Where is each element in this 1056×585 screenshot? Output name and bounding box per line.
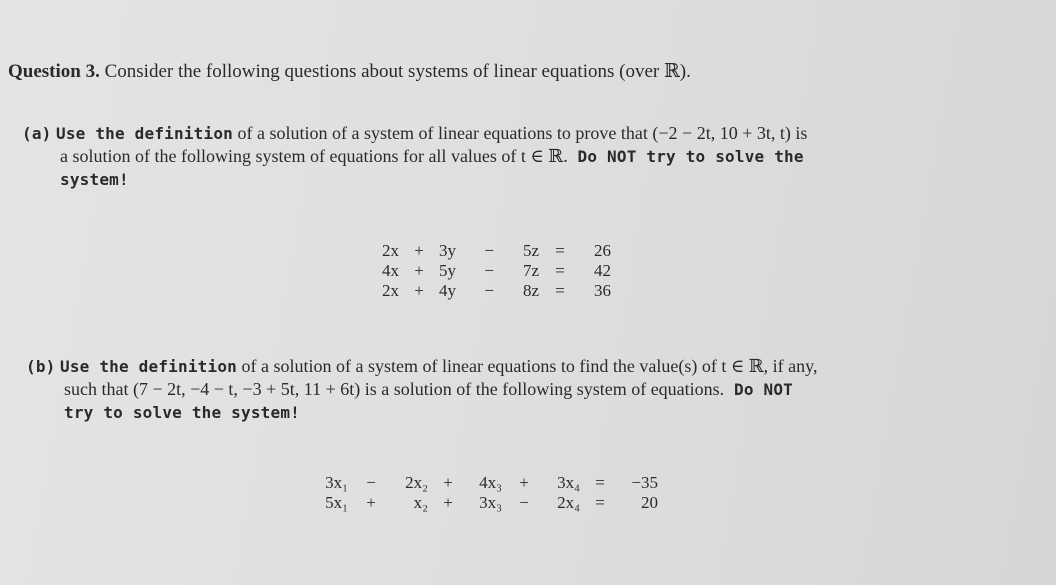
rhs-value: 26	[594, 241, 611, 260]
question-intro: Consider the following questions about systems of linear equations (over ℝ).	[104, 61, 691, 82]
system-b-row	[314, 473, 658, 493]
system-a-row	[375, 261, 611, 281]
term: 2x	[382, 281, 399, 300]
question-header	[8, 60, 691, 83]
term: 3y	[439, 241, 456, 260]
system-b-row	[314, 493, 658, 513]
part-b-line2-bold: Do NOT	[724, 380, 794, 399]
part-b-line2-text: such that (7 − 2t, −4 − t, −3 + 5t, 11 + 6t) is a solution of the following system of equations.	[64, 379, 725, 399]
part-b-line-3	[26, 401, 956, 424]
operator: +	[366, 493, 376, 512]
operator: −	[484, 241, 494, 260]
term: x₂	[413, 493, 428, 512]
part-a-marker: (a)	[22, 124, 52, 143]
question-label: Question 3.	[8, 61, 100, 82]
part-a-line1-rest: of a solution of a system of linear equations to prove that (−2 − 2t, 10 + 3t, t) is	[233, 123, 808, 143]
equals-sign: =	[555, 281, 565, 300]
part-b-line3-bold: try to solve the system!	[64, 403, 300, 422]
equals-sign: =	[595, 473, 605, 492]
term: 2x₂	[405, 473, 428, 492]
part-b	[26, 355, 956, 424]
part-a-line-1	[22, 122, 962, 145]
operator: +	[414, 281, 424, 300]
operator: +	[443, 493, 453, 512]
term: 3x₃	[479, 493, 502, 512]
part-a-line2-bold: Do NOT try to solve the	[567, 147, 804, 166]
part-a-line-2	[22, 145, 962, 168]
operator: +	[443, 473, 453, 492]
part-b-line-1	[26, 355, 956, 378]
equals-sign: =	[555, 261, 565, 280]
operator: +	[414, 241, 424, 260]
system-b	[314, 473, 658, 513]
system-a	[375, 241, 611, 301]
operator: −	[484, 281, 494, 300]
rhs-value: 20	[641, 493, 658, 512]
term: 4y	[439, 281, 456, 300]
part-b-marker: (b)	[26, 357, 56, 376]
system-a-row	[375, 241, 611, 261]
rhs-value: −35	[631, 473, 658, 492]
term: 5y	[439, 261, 456, 280]
system-a-row	[375, 281, 611, 301]
term: 5x₁	[325, 493, 348, 512]
operator: +	[519, 473, 529, 492]
term: 2x₄	[557, 493, 580, 512]
term: 4x	[382, 261, 399, 280]
operator: −	[366, 473, 376, 492]
rhs-value: 36	[594, 281, 611, 300]
rhs-value: 42	[594, 261, 611, 280]
term: 3x₁	[325, 473, 348, 492]
part-a-line3-bold: system!	[60, 170, 129, 189]
operator: +	[414, 261, 424, 280]
term: 3x₄	[557, 473, 580, 492]
part-a	[22, 122, 962, 191]
term: 2x	[382, 241, 399, 260]
part-a-line-3	[22, 168, 962, 191]
part-b-line-2	[26, 378, 956, 401]
term: 5z	[522, 241, 539, 260]
operator: −	[484, 261, 494, 280]
term: 7z	[522, 261, 539, 280]
part-b-bold-lead: Use the definition	[60, 357, 237, 376]
equals-sign: =	[555, 241, 565, 260]
part-a-bold-lead: Use the definition	[56, 124, 233, 143]
equals-sign: =	[595, 493, 605, 512]
term: 8z	[522, 281, 539, 300]
operator: −	[519, 493, 529, 512]
part-a-line2-text: a solution of the following system of equations for all values of t ∈ ℝ.	[60, 146, 568, 166]
term: 4x₃	[479, 473, 502, 492]
part-b-line1-rest: of a solution of a system of linear equations to find the value(s) of t ∈ ℝ, if any,	[237, 356, 818, 376]
